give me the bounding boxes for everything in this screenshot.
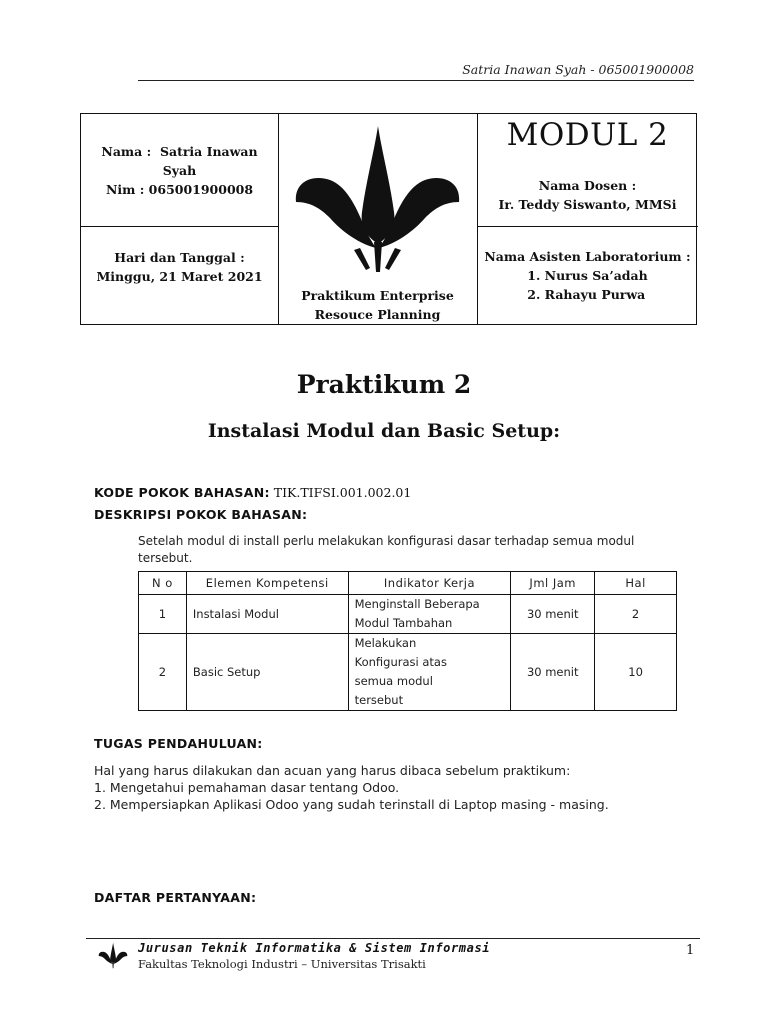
praktikum-title: Praktikum 2 <box>296 370 472 399</box>
table-cell-indikator <box>348 634 511 711</box>
indikator-line: Menginstall Beberapa <box>354 597 480 611</box>
tugas-item: 1. Mengetahui pemahaman dasar tentang Odoo. <box>94 780 400 795</box>
header-divider <box>138 80 694 81</box>
tugas-intro: Hal yang harus dilakukan dan acuan yang harus dibaca sebelum praktikum: <box>94 763 571 778</box>
table-cell-no: 2 <box>139 634 187 711</box>
info-box-row-divider-left <box>81 226 278 227</box>
logo-caption-line-1: Praktikum Enterprise <box>301 288 454 303</box>
deskripsi-label: DESKRIPSI POKOK BAHASAN: <box>94 507 308 522</box>
dosen-block <box>477 176 698 214</box>
deskripsi-line-1: Setelah modul di install perlu melakukan konfigurasi dasar terhadap semua modul <box>138 534 635 548</box>
dosen-label: Nama Dosen : <box>538 178 637 193</box>
hari-label: Hari dan Tanggal : <box>114 250 245 265</box>
table-cell-no: 1 <box>139 595 187 634</box>
table-cell-hal: 2 <box>595 595 677 634</box>
logo-caption-line-2: Resouce Planning <box>314 307 441 322</box>
footer-divider <box>86 938 700 939</box>
module-info-box <box>80 113 697 325</box>
indikator-line: semua modul <box>354 674 433 688</box>
nama-label: Nama : <box>101 144 152 159</box>
asisten-label: Nama Asisten Laboratorium : <box>484 249 691 264</box>
date-block <box>81 248 278 286</box>
logo-cell <box>278 114 477 326</box>
indikator-line: Konfigurasi atas <box>354 655 447 669</box>
table-header-row <box>139 572 677 595</box>
table-header-cell: Jml Jam <box>511 572 595 595</box>
table-row <box>139 634 677 711</box>
trisakti-logo-small-icon <box>96 942 130 970</box>
student-identity <box>81 142 278 199</box>
tugas-label: TUGAS PENDAHULUAN: <box>94 736 263 751</box>
table-header-cell: Indikator Kerja <box>348 572 511 595</box>
table-cell-elemen: Instalasi Modul <box>186 595 348 634</box>
kode-value: TIK.TIFSI.001.002.01 <box>269 485 412 500</box>
competency-table <box>138 571 677 711</box>
table-cell-indikator <box>348 595 511 634</box>
footer-faculty: Fakultas Teknologi Industri – Universitas Trisakti <box>138 957 426 971</box>
modul-title: MODUL 2 <box>506 117 669 153</box>
tugas-block <box>94 762 609 813</box>
table-cell-jam: 30 menit <box>511 634 595 711</box>
table-cell-hal: 10 <box>595 634 677 711</box>
indikator-line: Melakukan <box>354 636 417 650</box>
hari-value: Minggu, 21 Maret 2021 <box>96 269 263 284</box>
table-header-cell: N o <box>139 572 187 595</box>
indikator-line: Modul Tambahan <box>354 616 453 630</box>
table-cell-elemen: Basic Setup <box>186 634 348 711</box>
kode-line <box>94 482 411 501</box>
deskripsi-text <box>138 533 634 567</box>
kode-label: KODE POKOK BAHASAN: <box>94 485 270 500</box>
header-author-line: Satria Inawan Syah - 065001900008 <box>462 62 694 77</box>
daftar-label: DAFTAR PERTANYAAN: <box>94 890 257 905</box>
nim-line: Nim : 065001900008 <box>105 182 254 197</box>
asisten-block <box>477 247 698 304</box>
footer-department: Jurusan Teknik Informatika & Sistem Informasi <box>138 941 491 955</box>
indikator-line: tersebut <box>354 693 404 707</box>
table-header-cell: Elemen Kompetensi <box>186 572 348 595</box>
table-cell-jam: 30 menit <box>511 595 595 634</box>
nama-value-continued: Syah <box>162 163 197 178</box>
nama-value: Satria Inawan <box>159 144 258 159</box>
deskripsi-line-2: tersebut. <box>138 551 193 565</box>
asisten-item: 1. Nurus Sa’adah <box>527 268 648 283</box>
table-row <box>139 595 677 634</box>
trisakti-logo-icon <box>290 122 465 282</box>
info-box-row-divider-right <box>477 226 698 227</box>
table-header-cell: Hal <box>595 572 677 595</box>
dosen-value: Ir. Teddy Siswanto, MMSi <box>498 197 677 212</box>
page-number: 1 <box>686 943 695 958</box>
tugas-list <box>94 779 609 813</box>
asisten-list <box>527 266 647 304</box>
tugas-item: 2. Mempersiapkan Aplikasi Odoo yang sudah terinstall di Laptop masing - masing. <box>94 797 609 812</box>
praktikum-subtitle: Instalasi Modul dan Basic Setup: <box>207 420 561 442</box>
asisten-item: 2. Rahayu Purwa <box>527 287 646 302</box>
